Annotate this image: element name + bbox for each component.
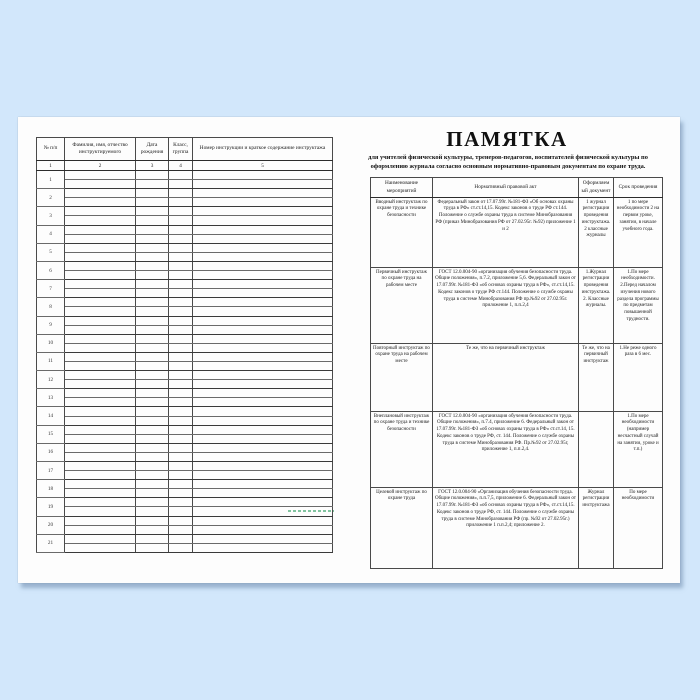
fio-cell xyxy=(65,298,136,307)
instruction-cell xyxy=(193,252,333,261)
fio-cell xyxy=(65,171,136,180)
class-cell xyxy=(169,389,193,398)
table-row xyxy=(37,416,333,425)
dob-cell xyxy=(136,480,169,489)
dob-cell xyxy=(136,243,169,252)
col-header-fio: Фамилия, имя, отчество инструктируемого xyxy=(65,138,136,161)
table-row xyxy=(37,280,333,289)
instruction-cell xyxy=(193,271,333,280)
document-cell: 1 журнал регистрации проведения инструктажа. 2 классные журналы xyxy=(579,198,614,268)
instruction-cell xyxy=(193,398,333,407)
column-number: 4 xyxy=(169,161,193,171)
fio-cell xyxy=(65,380,136,389)
row-number: 8 xyxy=(37,298,65,316)
table-row xyxy=(37,234,333,243)
instruction-cell xyxy=(193,234,333,243)
dob-cell xyxy=(136,443,169,452)
row-number: 18 xyxy=(37,480,65,498)
fio-cell xyxy=(65,498,136,507)
dob-cell xyxy=(136,543,169,552)
instruction-cell xyxy=(193,316,333,325)
row-number: 16 xyxy=(37,443,65,461)
document-cell: Те же, что на первичный инструктаж xyxy=(579,344,614,412)
class-cell xyxy=(169,234,193,243)
row-number: 20 xyxy=(37,516,65,534)
col-header-dob: Дата рождения xyxy=(136,138,169,161)
row-number: 11 xyxy=(37,352,65,370)
row-number: 9 xyxy=(37,316,65,334)
table-row xyxy=(371,268,663,344)
table-row xyxy=(37,307,333,316)
row-number: 7 xyxy=(37,280,65,298)
term-cell: По мере необходимости xyxy=(614,488,663,569)
class-cell xyxy=(169,352,193,361)
instruction-cell xyxy=(193,380,333,389)
class-cell xyxy=(169,480,193,489)
dob-cell xyxy=(136,398,169,407)
instruction-cell xyxy=(193,280,333,289)
class-cell xyxy=(169,434,193,443)
table-row xyxy=(37,334,333,343)
fio-cell xyxy=(65,425,136,434)
class-cell xyxy=(169,407,193,416)
dob-cell xyxy=(136,434,169,443)
table-row xyxy=(371,344,663,412)
act-cell: Те же, что на первичный инструктаж xyxy=(433,344,579,412)
dob-cell xyxy=(136,343,169,352)
instruction-cell xyxy=(193,261,333,270)
class-cell xyxy=(169,534,193,543)
instruction-cell xyxy=(193,452,333,461)
fio-cell xyxy=(65,234,136,243)
dob-cell xyxy=(136,252,169,261)
table-row xyxy=(37,398,333,407)
table-row xyxy=(37,452,333,461)
dob-cell xyxy=(136,416,169,425)
page-title: ПАМЯТКА xyxy=(446,127,568,151)
instruction-cell xyxy=(193,325,333,334)
row-number: 3 xyxy=(37,207,65,225)
class-cell xyxy=(169,543,193,552)
class-cell xyxy=(169,471,193,480)
table-row xyxy=(37,225,333,234)
dob-cell xyxy=(136,407,169,416)
instruction-cell xyxy=(193,171,333,180)
fio-cell xyxy=(65,471,136,480)
fio-cell xyxy=(65,352,136,361)
page-subtitle xyxy=(354,154,662,171)
dob-cell xyxy=(136,225,169,234)
fio-cell xyxy=(65,316,136,325)
row-number: 12 xyxy=(37,371,65,389)
class-cell xyxy=(169,489,193,498)
table-row xyxy=(37,389,333,398)
term-cell: 1.По мере необходимости (например несчастный случай на занятии, уроке и т.п.) xyxy=(614,412,663,488)
class-cell xyxy=(169,198,193,207)
fio-cell xyxy=(65,534,136,543)
class-cell xyxy=(169,516,193,525)
class-cell xyxy=(169,380,193,389)
instruction-cell xyxy=(193,389,333,398)
table-row xyxy=(37,361,333,370)
class-cell xyxy=(169,216,193,225)
instruction-cell xyxy=(193,225,333,234)
class-cell xyxy=(169,307,193,316)
row-number: 10 xyxy=(37,334,65,352)
green-scan-mark xyxy=(288,510,334,512)
dob-cell xyxy=(136,325,169,334)
table-row xyxy=(37,543,333,552)
dob-cell xyxy=(136,425,169,434)
fio-cell xyxy=(65,398,136,407)
class-cell xyxy=(169,298,193,307)
class-cell xyxy=(169,343,193,352)
table-row xyxy=(37,207,333,216)
instruction-cell xyxy=(193,343,333,352)
instruction-cell xyxy=(193,189,333,198)
dob-cell xyxy=(136,171,169,180)
class-cell xyxy=(169,289,193,298)
col-header-act: Нормативный правовой акт xyxy=(433,178,579,198)
dob-cell xyxy=(136,525,169,534)
instruction-cell xyxy=(193,425,333,434)
class-cell xyxy=(169,252,193,261)
class-cell xyxy=(169,316,193,325)
table-row xyxy=(37,298,333,307)
dob-cell xyxy=(136,198,169,207)
class-cell xyxy=(169,261,193,270)
row-number: 4 xyxy=(37,225,65,243)
table-row xyxy=(37,434,333,443)
instruction-cell xyxy=(193,534,333,543)
left-table-body xyxy=(37,171,333,553)
row-number: 6 xyxy=(37,261,65,279)
term-cell: 1.По мере необходимости. 2.Перед началом изучения нового раздела программы по предметам повышенной трудности. xyxy=(614,268,663,344)
table-row xyxy=(37,443,333,452)
dob-cell xyxy=(136,234,169,243)
dob-cell xyxy=(136,207,169,216)
class-cell xyxy=(169,498,193,507)
fio-cell xyxy=(65,289,136,298)
table-row xyxy=(37,198,333,207)
class-cell xyxy=(169,325,193,334)
table-row xyxy=(37,489,333,498)
table-row xyxy=(37,289,333,298)
table-row xyxy=(37,316,333,325)
instruction-cell xyxy=(193,198,333,207)
table-row xyxy=(37,180,333,189)
column-number: 3 xyxy=(136,161,169,171)
column-number: 1 xyxy=(37,161,65,171)
dob-cell xyxy=(136,180,169,189)
document-cell xyxy=(579,412,614,488)
fio-cell xyxy=(65,443,136,452)
column-number: 2 xyxy=(65,161,136,171)
class-cell xyxy=(169,462,193,471)
act-cell: ГОСТ 12.0.004-90 «организация обучения безопасности труда. Общие положения», п.7.2, приложение 5,6. Федеральный закон от 17.07.99г. №181-ФЗ «об основах охраны труда в РФ», ст.ст.14,15. Кодекс законов о труде РФ ст.144. Положение о службе охраны труда в системе Минобразования РФ пр.№92 от 27.02.95г. приложение 1, п.п.2,4 xyxy=(433,268,579,344)
subtitle-line: оформлению журнала согласно основным нормативно-правовым документам по охране труда. xyxy=(370,162,646,170)
document-cell: 1.Журнал регистрации проведения инструктажа. 2. Классные журналы. xyxy=(579,268,614,344)
class-cell xyxy=(169,207,193,216)
dob-cell xyxy=(136,462,169,471)
table-row xyxy=(37,171,333,180)
dob-cell xyxy=(136,271,169,280)
table-row xyxy=(37,462,333,471)
instruction-cell xyxy=(193,207,333,216)
instruction-cell xyxy=(193,180,333,189)
table-row xyxy=(37,325,333,334)
fio-cell xyxy=(65,361,136,370)
table-row xyxy=(37,271,333,280)
instruction-cell xyxy=(193,498,333,507)
instruction-cell xyxy=(193,216,333,225)
class-cell xyxy=(169,189,193,198)
col-header-document: Оформляемый документ xyxy=(579,178,614,198)
dob-cell xyxy=(136,216,169,225)
left-page-table xyxy=(36,137,333,553)
class-cell xyxy=(169,398,193,407)
fio-cell xyxy=(65,452,136,461)
fio-cell xyxy=(65,225,136,234)
class-cell xyxy=(169,225,193,234)
fio-cell xyxy=(65,480,136,489)
fio-cell xyxy=(65,416,136,425)
dob-cell xyxy=(136,361,169,370)
fio-cell xyxy=(65,407,136,416)
term-cell: 1 по мере необходимости 2 на первом уроке, занятии, в начале учебного года. xyxy=(614,198,663,268)
instruction-cell xyxy=(193,489,333,498)
class-cell xyxy=(169,243,193,252)
dob-cell xyxy=(136,471,169,480)
row-number: 13 xyxy=(37,389,65,407)
event-cell: Целевой инструктаж по охране труда xyxy=(371,488,433,569)
class-cell xyxy=(169,425,193,434)
class-cell xyxy=(169,180,193,189)
class-cell xyxy=(169,334,193,343)
fio-cell xyxy=(65,389,136,398)
column-number-row xyxy=(37,161,333,171)
table-row xyxy=(37,371,333,380)
dob-cell xyxy=(136,352,169,361)
row-number: 1 xyxy=(37,171,65,189)
table-row xyxy=(37,352,333,361)
table-row xyxy=(371,488,663,569)
class-cell xyxy=(169,452,193,461)
class-cell xyxy=(169,507,193,516)
class-cell xyxy=(169,271,193,280)
dob-cell xyxy=(136,534,169,543)
table-row xyxy=(37,243,333,252)
instruction-cell xyxy=(193,434,333,443)
dob-cell xyxy=(136,261,169,270)
table-row xyxy=(371,412,663,488)
dob-cell xyxy=(136,507,169,516)
dob-cell xyxy=(136,316,169,325)
class-cell xyxy=(169,371,193,380)
instruction-cell xyxy=(193,334,333,343)
instruction-cell xyxy=(193,352,333,361)
fio-cell xyxy=(65,307,136,316)
instruction-cell xyxy=(193,298,333,307)
table-row xyxy=(37,343,333,352)
dob-cell xyxy=(136,380,169,389)
dob-cell xyxy=(136,298,169,307)
fio-cell xyxy=(65,489,136,498)
fio-cell xyxy=(65,252,136,261)
table-row xyxy=(37,516,333,525)
instruction-cell xyxy=(193,543,333,552)
fio-cell xyxy=(65,325,136,334)
table-row xyxy=(37,380,333,389)
instruction-cell xyxy=(193,443,333,452)
col-header-instruction: Номер инструкции и краткое содержание инструктажа xyxy=(193,138,333,161)
fio-cell xyxy=(65,280,136,289)
act-cell: ГОСТ 12.0.004-90 «Организация обучения безопасности труда. Общие положения», п.п.7,5, приложение 6. Федеральный закон от 17.07.99г. №181-ФЗ «об основах охраны труда в РФ», ст.ст.14,15. Кодекс законов о труде РФ, ст. 144. Положение о службе охраны труда в системе Минобразования РФ (пр. №92 от 27.02.95г.) приложение 1 п.п.2,4; приложение 2. xyxy=(433,488,579,569)
class-cell xyxy=(169,443,193,452)
col-header-term: Срок проведения xyxy=(614,178,663,198)
instruction-cell xyxy=(193,407,333,416)
event-cell: Внеплановый инструктаж по охране труда и технике безопасности xyxy=(371,412,433,488)
term-cell: 1.Не реже одного раза в 6 мес. xyxy=(614,344,663,412)
class-cell xyxy=(169,416,193,425)
class-cell xyxy=(169,280,193,289)
fio-cell xyxy=(65,516,136,525)
instruction-cell xyxy=(193,462,333,471)
fio-cell xyxy=(65,434,136,443)
table-row xyxy=(371,198,663,268)
fio-cell xyxy=(65,180,136,189)
instruction-cell xyxy=(193,471,333,480)
col-header-class: Класс, группа xyxy=(169,138,193,161)
dob-cell xyxy=(136,389,169,398)
document-sheet xyxy=(18,117,680,583)
col-header-number: № п/п xyxy=(37,138,65,161)
row-number: 5 xyxy=(37,243,65,261)
dob-cell xyxy=(136,289,169,298)
fio-cell xyxy=(65,462,136,471)
fio-cell xyxy=(65,525,136,534)
row-number: 15 xyxy=(37,425,65,443)
fio-cell xyxy=(65,243,136,252)
fio-cell xyxy=(65,261,136,270)
fio-cell xyxy=(65,271,136,280)
table-row xyxy=(37,252,333,261)
class-cell xyxy=(169,525,193,534)
event-cell: Повторный инструктаж по охране труда на рабочем месте xyxy=(371,344,433,412)
table-row xyxy=(37,480,333,489)
dob-cell xyxy=(136,452,169,461)
table-row xyxy=(37,471,333,480)
instruction-cell xyxy=(193,289,333,298)
instruction-cell xyxy=(193,371,333,380)
act-cell: Федеральный закон от 17.07.99г. №181-ФЗ «Об основах охраны труда в РФ» ст.ст.14,15. Кодекс законов о труде РФ ст.144. Положение о службе охраны труда в системе Минобразования РФ (приказ Минобразования РФ от 27.02.95г. №92) приложение 1 и 2 xyxy=(433,198,579,268)
row-number: 2 xyxy=(37,189,65,207)
row-number: 19 xyxy=(37,498,65,516)
instruction-cell xyxy=(193,307,333,316)
fio-cell xyxy=(65,371,136,380)
dob-cell xyxy=(136,516,169,525)
class-cell xyxy=(169,361,193,370)
table-row xyxy=(37,261,333,270)
event-cell: Первичный инструктаж по охране труда на рабочем месте xyxy=(371,268,433,344)
instruction-cell xyxy=(193,525,333,534)
table-row xyxy=(37,525,333,534)
dob-cell xyxy=(136,280,169,289)
fio-cell xyxy=(65,507,136,516)
table-row xyxy=(37,216,333,225)
fio-cell xyxy=(65,343,136,352)
fio-cell xyxy=(65,198,136,207)
fio-cell xyxy=(65,207,136,216)
fio-cell xyxy=(65,334,136,343)
dob-cell xyxy=(136,498,169,507)
table-row xyxy=(37,534,333,543)
dob-cell xyxy=(136,307,169,316)
table-row xyxy=(37,189,333,198)
instruction-cell xyxy=(193,480,333,489)
row-number: 21 xyxy=(37,534,65,552)
fio-cell xyxy=(65,216,136,225)
instruction-cell xyxy=(193,243,333,252)
dob-cell xyxy=(136,334,169,343)
event-cell: Вводный инструктаж по охране труда и технике безопасности xyxy=(371,198,433,268)
fio-cell xyxy=(65,543,136,552)
fio-cell xyxy=(65,189,136,198)
dob-cell xyxy=(136,371,169,380)
column-number: 5 xyxy=(193,161,333,171)
subtitle-line: для учителей физической культуры, тренеров-педагогов, воспитателей физической культуры по xyxy=(368,154,648,161)
right-page-table xyxy=(370,177,663,569)
row-number: 14 xyxy=(37,407,65,425)
instruction-cell xyxy=(193,516,333,525)
dob-cell xyxy=(136,489,169,498)
dob-cell xyxy=(136,189,169,198)
row-number: 17 xyxy=(37,462,65,480)
table-row xyxy=(37,425,333,434)
document-cell: Журнал регистрации инструктажа xyxy=(579,488,614,569)
table-row xyxy=(37,498,333,507)
act-cell: ГОСТ 12.0.004-90 «организация обучения безопасности труда. Общие положения», п.7.4, приложение 6. Федеральный закон от 17.07.99г. №181-ФЗ «об основах охраны труда в РФ» ст.ст.14, 15. Кодекс законов о труде РФ, ст. 144. Положение о службе охраны труда в системе Минобразования РФ. Пр.№92 от 27.02.95г, приложение 1, п.п.2,4. xyxy=(433,412,579,488)
instruction-cell xyxy=(193,416,333,425)
instruction-cell xyxy=(193,361,333,370)
class-cell xyxy=(169,171,193,180)
col-header-event: Наименование мероприятий xyxy=(371,178,433,198)
table-row xyxy=(37,407,333,416)
